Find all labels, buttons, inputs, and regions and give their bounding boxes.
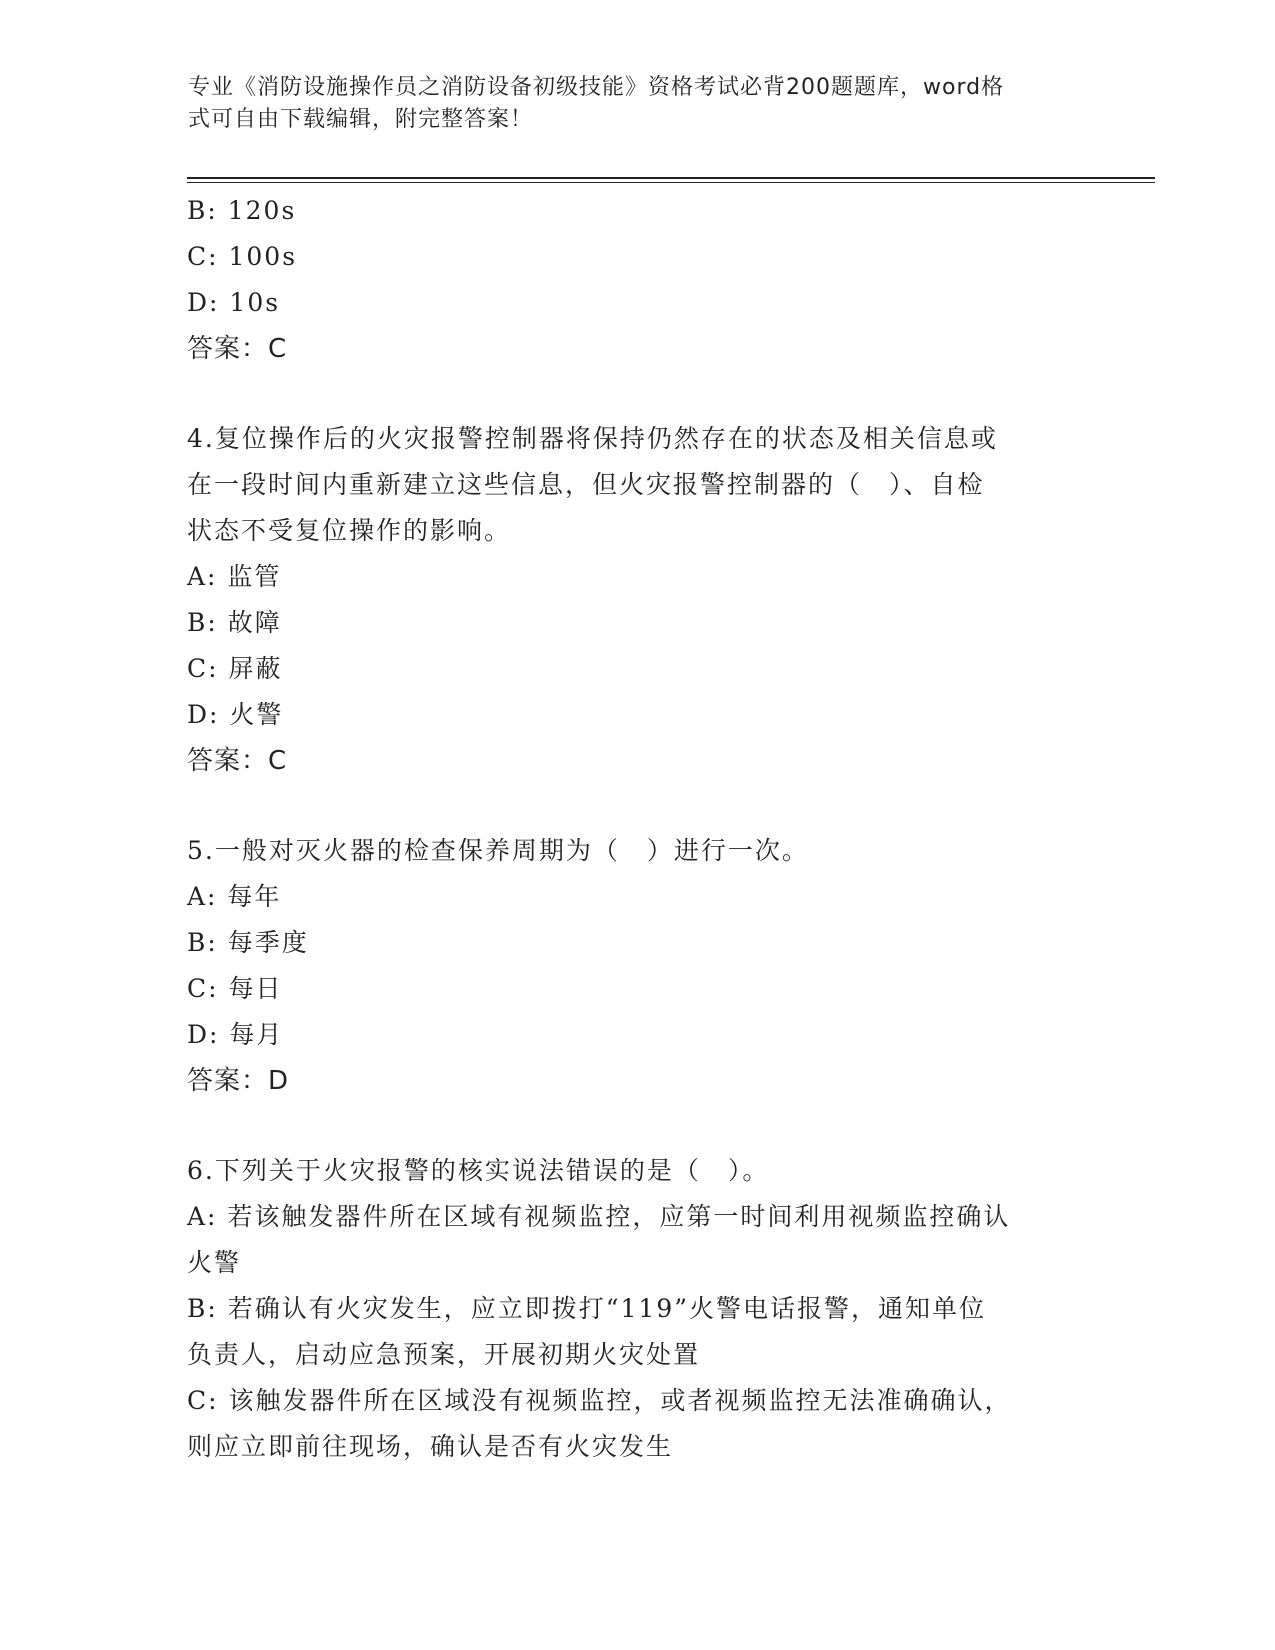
q3-option-d: D: 10s [187, 288, 281, 317]
q6-option-a-line-1: A: 若该触发器件所在区域有视频监控，应第一时间利用视频监控确认 [187, 1202, 1011, 1231]
header-divider-thick [187, 177, 1155, 179]
question-3 [187, 188, 1087, 372]
document-header [188, 72, 1068, 136]
spacer [187, 1104, 1087, 1148]
q6-text-line-1: 6.下列关于火灾报警的核实说法错误的是（ ）。 [187, 1156, 770, 1185]
q4-option-a: A: 监管 [187, 562, 282, 591]
header-line-2: 式可自由下载编辑，附完整答案！ [188, 107, 534, 132]
question-6 [187, 1148, 1087, 1470]
q4-text-line-2: 在一段时间内重新建立这些信息，但火灾报警控制器的（ ）、自检 [187, 470, 985, 499]
q5-option-d: D: 每月 [187, 1020, 284, 1049]
question-4 [187, 416, 1087, 784]
q3-option-b: B: 120s [187, 196, 297, 225]
q6-option-b-line-1: B: 若确认有火灾发生，应立即拨打“119”火警电话报警，通知单位 [187, 1294, 987, 1323]
q4-answer: 答案：C [187, 746, 288, 776]
header-line-1: 专业《消防设施操作员之消防设备初级技能》资格考试必背200题题库，word格 [188, 75, 1005, 100]
q5-text-line-1: 5.一般对灭火器的检查保养周期为（ ）进行一次。 [187, 836, 809, 865]
q5-answer: 答案：D [187, 1066, 290, 1096]
q5-option-a: A: 每年 [187, 882, 282, 911]
q4-option-c: C: 屏蔽 [187, 654, 283, 683]
q5-option-b: B: 每季度 [187, 928, 309, 957]
q4-text-line-3: 状态不受复位操作的影响。 [187, 516, 512, 545]
header-divider-thin [187, 182, 1155, 183]
q6-option-a-line-2: 火警 [187, 1248, 242, 1277]
spacer [187, 784, 1087, 828]
q3-option-c: C: 100s [187, 242, 298, 271]
q6-option-c-line-1: C: 该触发器件所在区域没有视频监控，或者视频监控无法准确确认， [187, 1386, 1012, 1415]
q6-option-c-line-2: 则应立即前往现场，确认是否有火灾发生 [187, 1432, 674, 1461]
q5-option-c: C: 每日 [187, 974, 283, 1003]
q4-option-d: D: 火警 [187, 700, 284, 729]
q4-text-line-1: 4.复位操作后的火灾报警控制器将保持仍然存在的状态及相关信息或 [187, 424, 998, 453]
spacer [187, 372, 1087, 416]
q6-option-b-line-2: 负责人，启动应急预案，开展初期火灾处置 [187, 1340, 701, 1369]
q3-answer: 答案：C [187, 334, 288, 364]
question-5 [187, 828, 1087, 1104]
question-content [187, 188, 1087, 1470]
q4-option-b: B: 故障 [187, 608, 282, 637]
